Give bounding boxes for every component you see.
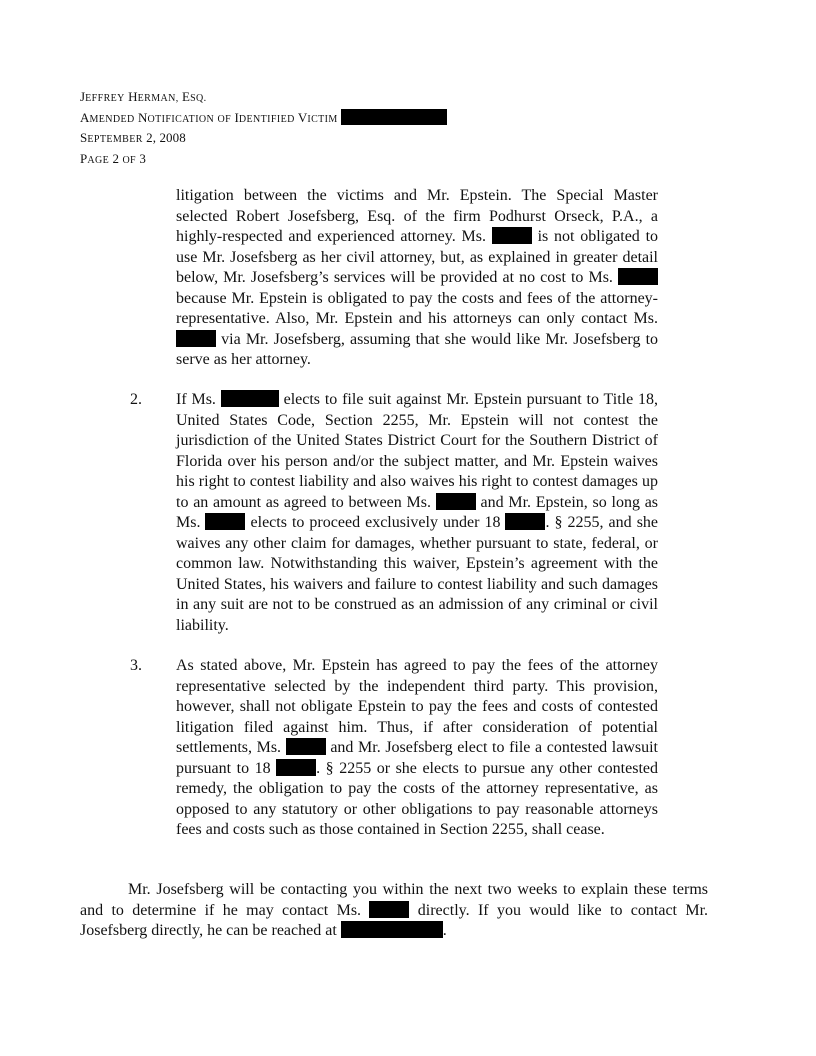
redaction-bar [341, 921, 443, 938]
item-number: 3. [130, 657, 142, 674]
header-date [80, 129, 447, 150]
item-number: 2. [130, 391, 142, 408]
paragraph-text: because Mr. Epstein is obligated to pay the costs and fees of the attorney-representative. Also, Mr. Epstein and his attorneys can only contact Ms. [176, 289, 658, 327]
redaction-bar [436, 493, 476, 510]
redaction-bar [369, 901, 409, 918]
redaction-bar [505, 513, 545, 530]
page-number: PAGE 2 OF 3 [80, 150, 146, 166]
redaction-bar [492, 227, 532, 244]
letter-date: SEPTEMBER 2, 2008 [80, 130, 186, 145]
redaction-bar [276, 759, 316, 776]
redaction-bar [286, 738, 326, 755]
header-addressee [80, 88, 447, 109]
closing-text: Mr. Josefsberg will be contacting you within the next two weeks to explain these terms and to determine if he may contact Ms. [80, 881, 708, 919]
item-text-segment: and Mr. Epstein, so long as Ms. [176, 493, 659, 531]
closing-text: directly. If you would like to contact Mr. Josefsberg directly, he can be reached at [80, 901, 709, 939]
item-text [176, 390, 658, 636]
item-text-segment: As stated above, Mr. Epstein has agreed to pay the fees of the attorney representative selected by the independent third party. This provision, however, shall not obligate Epstein to pay the fees and costs of contested litigation filed against him. Thus, if after consideration of potential settlements, Ms. [176, 657, 658, 756]
redaction-bar [205, 513, 245, 530]
item-text-segment: and Mr. Josefsberg elect to file a contested lawsuit pursuant to 18 [176, 739, 659, 777]
item-text-segment: . § 2255, and she waives any other claim for damages, whether pursuant to state, federal, or common law. Notwithstanding this waiver, Epstein’s agreement with the United States, his waivers and failure to contest liability and such damages in any suit are not to be construed as an admission of any criminal or civil liability. [176, 514, 659, 634]
item-text-segment: elects to file suit against Mr. Epstein pursuant to Title 18, United States Code, Section 2255, Mr. Epstein will not contest the jurisdiction of the United States District Court for the Southern District of Florida over his person and/or the subject matter, and Mr. Epstein waives his right to contest liability and also waives his right to contest damages up to an amount as agreed to between Ms. [176, 391, 659, 511]
paragraph-text: litigation between the victims and Mr. Epstein. The Special Master selected Robert Josefsberg, Esq. of the firm Podhurst Orseck, P.A., a highly-respected and experienced attorney. Ms. [176, 187, 658, 245]
redaction-bar [618, 268, 658, 285]
subject-line: AMENDED NOTIFICATION OF IDENTIFIED VICTIM [80, 109, 338, 125]
redaction-bar [176, 330, 216, 347]
closing-paragraph [80, 880, 708, 942]
redaction-bar [341, 109, 447, 125]
continued-paragraph [176, 186, 658, 371]
addressee-name: JEFFREY HERMAN, ESQ. [80, 89, 207, 104]
paragraph-text: is not obligated to use Mr. Josefsberg as her civil attorney, but, as explained in greater detail below, Mr. Josefsberg’s services will be provided at no cost to Ms. [176, 228, 659, 286]
header-subject [80, 109, 447, 130]
item-text [176, 656, 658, 841]
item-text-segment: elects to proceed exclusively under 18 [250, 514, 501, 531]
letter-header [80, 88, 447, 170]
item-text-segment: If Ms. [176, 391, 216, 408]
closing-text: . [442, 922, 447, 939]
header-page [80, 150, 447, 171]
item-text-segment: . § 2255 or she elects to pursue any other contested remedy, the obligation to pay the costs of the attorney representative, as opposed to any statutory or other obligations to pay reasonable attorneys fees and costs such as those contained in Section 2255, shall cease. [176, 759, 659, 838]
redaction-bar [221, 390, 279, 407]
paragraph-text: via Mr. Josefsberg, assuming that she would like Mr. Josefsberg to serve as her attorney. [176, 330, 659, 368]
